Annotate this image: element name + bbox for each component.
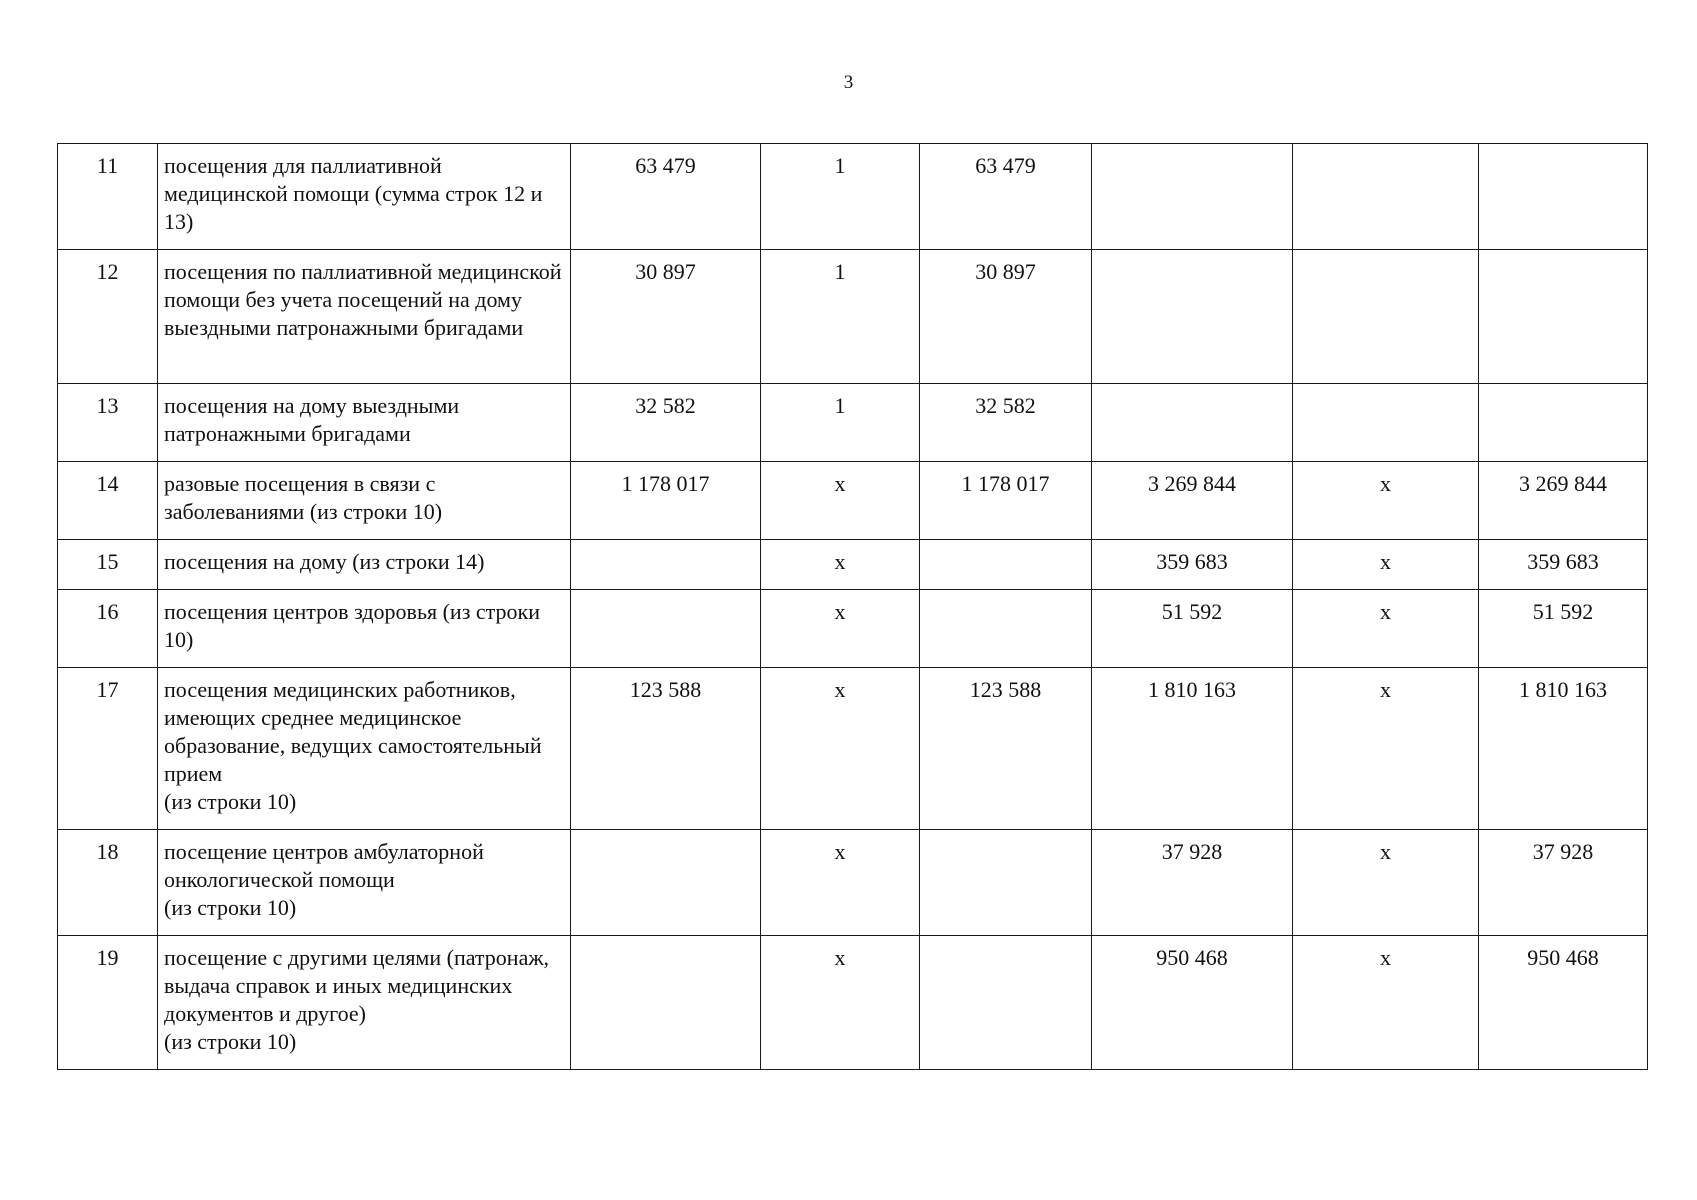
table-row [58, 936, 1648, 1070]
cell-col-6: 37 928 [1092, 830, 1293, 936]
row-number: 19 [58, 936, 158, 1070]
cell-col-6: 950 468 [1092, 936, 1293, 1070]
table-row [58, 590, 1648, 668]
cell-col-4: х [761, 936, 920, 1070]
cell-col-7: х [1293, 830, 1479, 936]
cell-col-4: 1 [761, 250, 920, 384]
cell-col-5 [920, 540, 1092, 590]
cell-col-6: 359 683 [1092, 540, 1293, 590]
cell-col-5: 1 178 017 [920, 462, 1092, 540]
cell-col-5: 123 588 [920, 668, 1092, 830]
cell-col-3: 123 588 [571, 668, 761, 830]
table-row [58, 144, 1648, 250]
cell-col-5 [920, 936, 1092, 1070]
row-number: 13 [58, 384, 158, 462]
cell-col-3 [571, 590, 761, 668]
cell-col-6 [1092, 384, 1293, 462]
cell-col-7: х [1293, 590, 1479, 668]
cell-col-3 [571, 830, 761, 936]
table-row [58, 384, 1648, 462]
cell-col-5: 63 479 [920, 144, 1092, 250]
cell-col-8: 950 468 [1479, 936, 1648, 1070]
row-number: 14 [58, 462, 158, 540]
row-description: посещения медицинских работников, имеющих среднее медицинское образование, ведущих самостоятельный прием (из строки 10) [158, 668, 571, 830]
cell-col-4: х [761, 462, 920, 540]
row-description: посещения по паллиативной медицинской помощи без учета посещений на дому выездными патронажными бригадами [158, 250, 571, 384]
cell-col-7: х [1293, 936, 1479, 1070]
row-description: посещение центров амбулаторной онкологической помощи (из строки 10) [158, 830, 571, 936]
cell-col-5 [920, 830, 1092, 936]
cell-col-3 [571, 540, 761, 590]
cell-col-8: 1 810 163 [1479, 668, 1648, 830]
cell-col-6: 3 269 844 [1092, 462, 1293, 540]
cell-col-8: 3 269 844 [1479, 462, 1648, 540]
cell-col-4: х [761, 668, 920, 830]
cell-col-8 [1479, 250, 1648, 384]
row-description: посещения центров здоровья (из строки 10) [158, 590, 571, 668]
cell-col-7 [1293, 384, 1479, 462]
cell-col-3 [571, 936, 761, 1070]
table-row [58, 540, 1648, 590]
cell-col-7: х [1293, 540, 1479, 590]
cell-col-5 [920, 590, 1092, 668]
table-row [58, 668, 1648, 830]
page-number: 3 [843, 72, 854, 93]
cell-col-4: 1 [761, 144, 920, 250]
cell-col-4: 1 [761, 384, 920, 462]
cell-col-7: х [1293, 668, 1479, 830]
cell-col-7 [1293, 250, 1479, 384]
cell-col-8: 51 592 [1479, 590, 1648, 668]
cell-col-8 [1479, 384, 1648, 462]
cell-col-5: 30 897 [920, 250, 1092, 384]
cell-col-6 [1092, 144, 1293, 250]
row-number: 17 [58, 668, 158, 830]
row-description: посещения для паллиативной медицинской помощи (сумма строк 12 и 13) [158, 144, 571, 250]
row-number: 18 [58, 830, 158, 936]
row-number: 12 [58, 250, 158, 384]
row-description: посещения на дому выездными патронажными бригадами [158, 384, 571, 462]
cell-col-7: х [1293, 462, 1479, 540]
row-description: посещение с другими целями (патронаж, выдача справок и иных медицинских документов и другое) (из строки 10) [158, 936, 571, 1070]
cell-col-4: х [761, 590, 920, 668]
row-number: 15 [58, 540, 158, 590]
cell-col-3: 63 479 [571, 144, 761, 250]
cell-col-8: 37 928 [1479, 830, 1648, 936]
cell-col-3: 1 178 017 [571, 462, 761, 540]
cell-col-8 [1479, 144, 1648, 250]
row-description: разовые посещения в связи с заболеваниями (из строки 10) [158, 462, 571, 540]
cell-col-4: х [761, 540, 920, 590]
data-table [57, 143, 1648, 1070]
row-number: 16 [58, 590, 158, 668]
cell-col-7 [1293, 144, 1479, 250]
table-row [58, 462, 1648, 540]
row-description: посещения на дому (из строки 14) [158, 540, 571, 590]
cell-col-3: 32 582 [571, 384, 761, 462]
table-row [58, 830, 1648, 936]
cell-col-4: х [761, 830, 920, 936]
row-number: 11 [58, 144, 158, 250]
cell-col-6: 1 810 163 [1092, 668, 1293, 830]
table-row [58, 250, 1648, 384]
cell-col-8: 359 683 [1479, 540, 1648, 590]
cell-col-3: 30 897 [571, 250, 761, 384]
cell-col-6 [1092, 250, 1293, 384]
cell-col-5: 32 582 [920, 384, 1092, 462]
cell-col-6: 51 592 [1092, 590, 1293, 668]
